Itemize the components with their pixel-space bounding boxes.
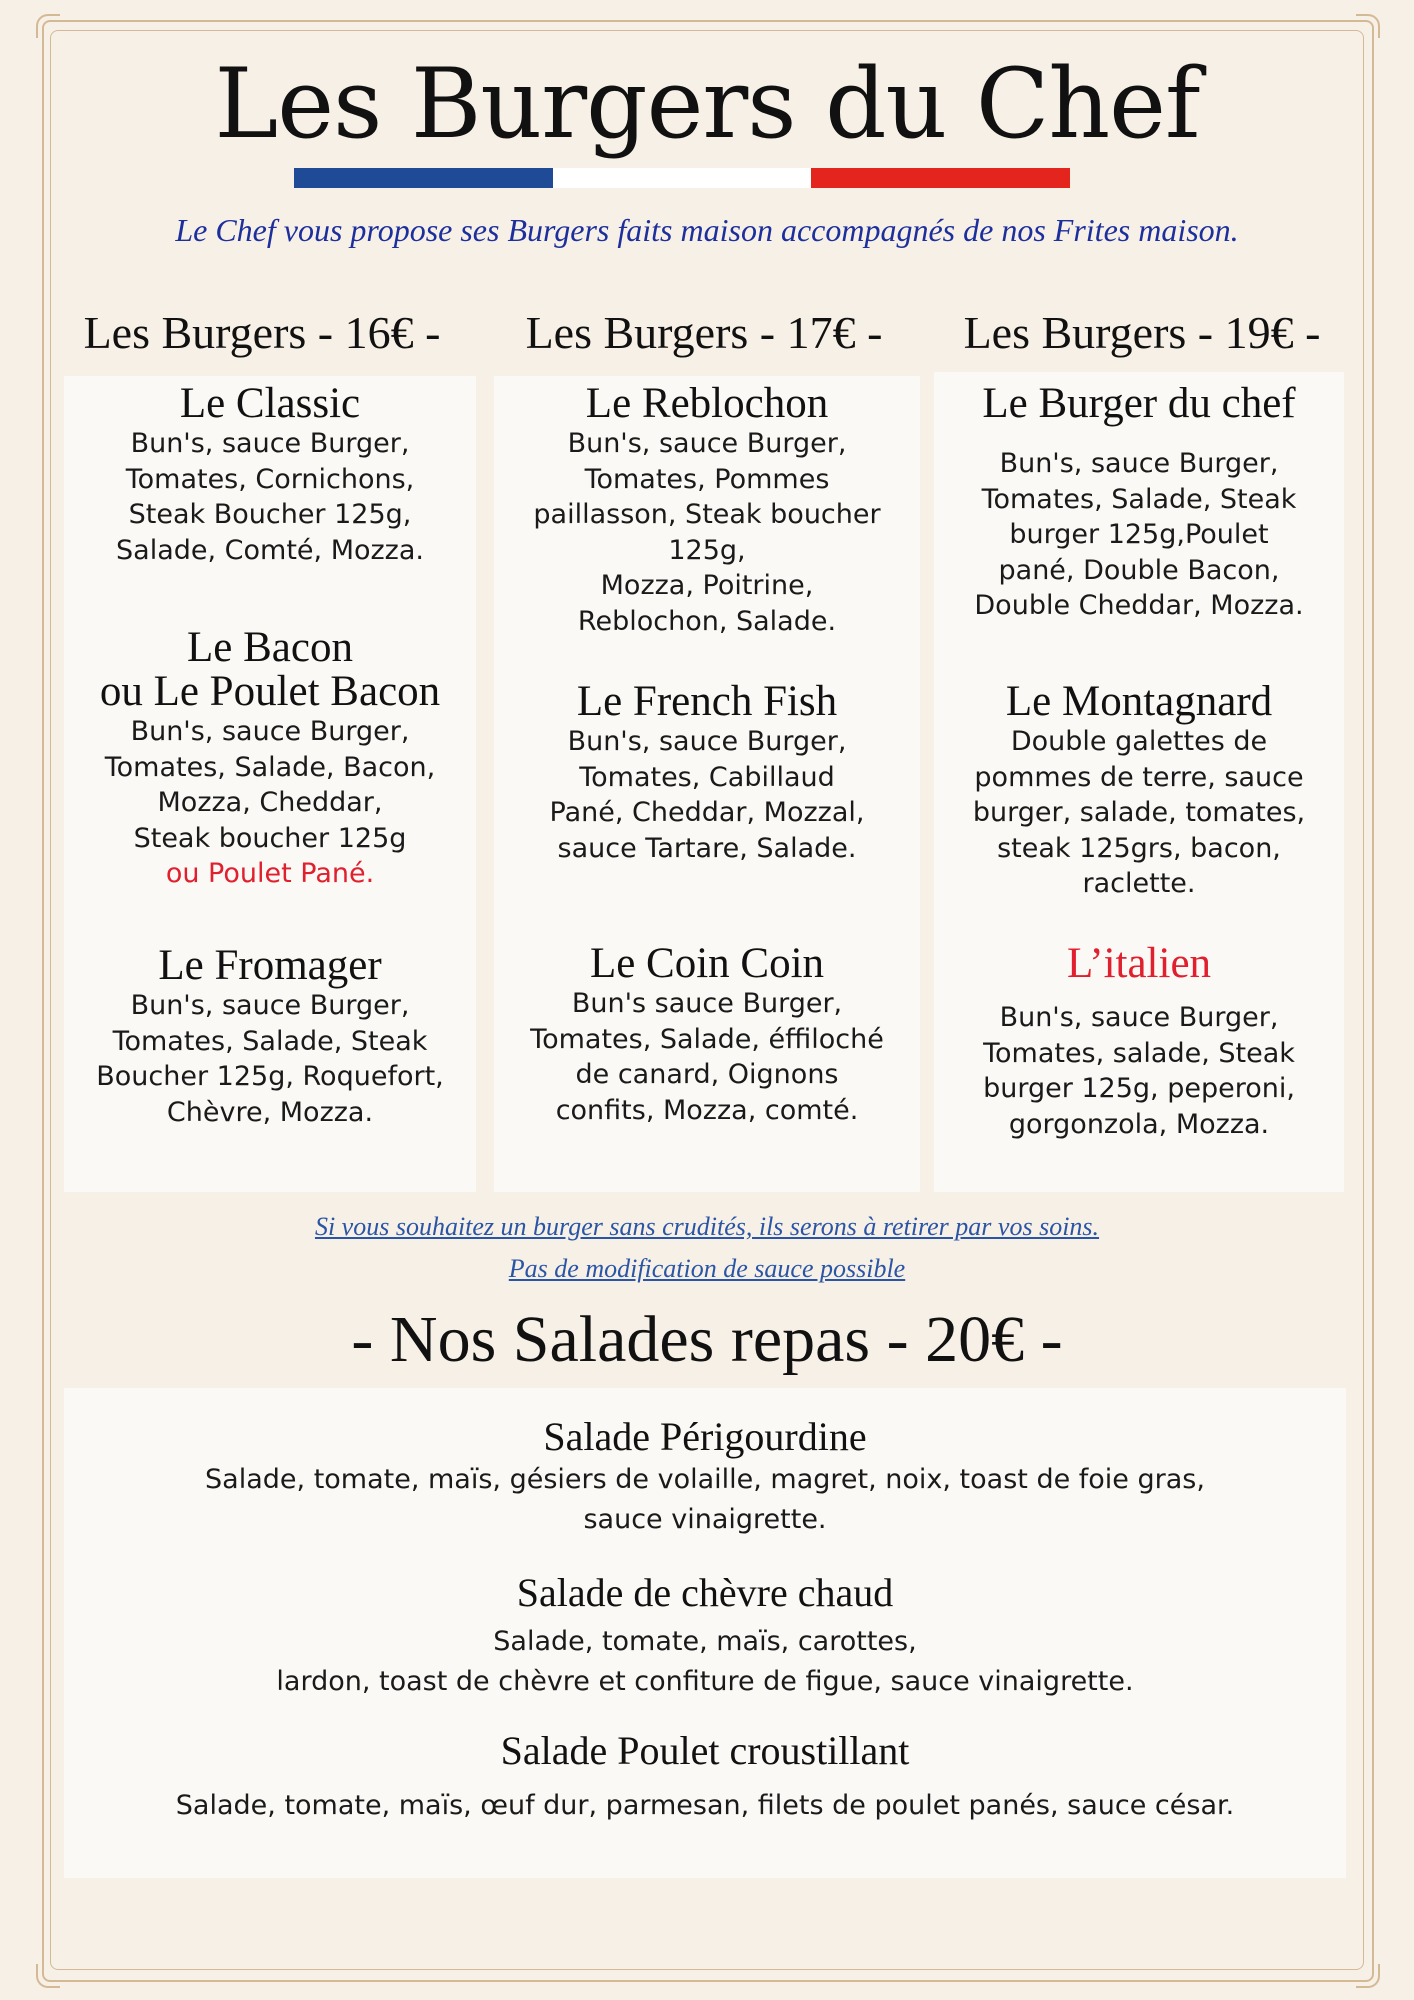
column-heading-17: Les Burgers - 17€ -: [525, 307, 883, 358]
option-poulet-pane: ou Poulet Pané.: [165, 858, 375, 889]
item-description: Bun's, sauce Burger, Tomates, Cornichons, Steak Boucher 125g, Salade, Comté, Mozza.: [116, 428, 424, 566]
flag-red-band: [811, 168, 1070, 188]
menu-item-le-classic: [64, 382, 476, 568]
item-name: Le Montagnard: [1005, 678, 1273, 725]
item-description: Bun's, sauce Burger, Tomates, Salade, Bacon, Mozza, Cheddar, Steak boucher 125g ou Poulet Pané.: [104, 716, 436, 889]
menu-item-le-burger-du-chef: [934, 382, 1344, 624]
salad-description: Salade, tomate, maïs, gésiers de volaille, magret, noix, toast de foie gras, sauce vinaigrette.: [205, 1464, 1205, 1535]
salad-chevre-chaud: [64, 1570, 1346, 1702]
frame-corner-ornament: [1356, 1964, 1380, 1988]
item-name: Le Coin Coin: [589, 940, 825, 987]
item-name: Le Bacon ou Le Poulet Bacon: [99, 624, 441, 715]
salad-perigourdine: [64, 1414, 1346, 1540]
salad-name: Salade Périgourdine: [543, 1414, 867, 1459]
burger-panel-16: [64, 376, 476, 1192]
item-name: L’italien: [1066, 940, 1212, 987]
column-heading-16: Les Burgers - 16€ -: [83, 307, 441, 358]
burger-panel-19: [934, 372, 1344, 1192]
item-name: Le Classic: [179, 380, 361, 427]
item-description: Bun's, sauce Burger, Tomates, Cabillaud Pané, Cheddar, Mozzal, sauce Tartare, Salade.: [549, 726, 865, 864]
menu-item-le-bacon: [64, 626, 476, 892]
menu-item-le-fromager: [64, 944, 476, 1130]
menu-item-le-coin-coin: [494, 942, 920, 1128]
salad-description: Salade, tomate, maïs, carottes, lardon, toast de chèvre et confiture de figue, sauce vinaigrette.: [276, 1626, 1134, 1697]
column-heading-19: Les Burgers - 19€ -: [963, 307, 1321, 358]
menu-item-le-reblochon: [494, 382, 920, 639]
menu-item-le-montagnard: [934, 680, 1344, 902]
burger-panel-17: [494, 376, 920, 1192]
salad-description: Salade, tomate, maïs, œuf dur, parmesan, filets de poulet panés, sauce césar.: [175, 1790, 1235, 1821]
item-description: Bun's, sauce Burger, Tomates, Salade, Steak burger 125g,Poulet pané, Double Bacon, Double Cheddar, Mozza.: [974, 448, 1304, 621]
item-description: Bun's, sauce Burger, Tomates, Salade, Steak Boucher 125g, Roquefort, Chèvre, Mozza.: [96, 990, 444, 1128]
item-description: Bun's sauce Burger, Tomates, Salade, éffiloché de canard, Oignons confits, Mozza, comté.: [530, 988, 884, 1126]
frame-corner-ornament: [36, 1964, 60, 1988]
salad-name: Salade de chèvre chaud: [516, 1570, 894, 1615]
flag-white-band: [553, 168, 812, 188]
note-sauce: Pas de modification de sauce possible: [508, 1254, 906, 1283]
frame-corner-ornament: [1356, 14, 1380, 38]
salads-heading: - Nos Salades repas - 20€ -: [351, 1303, 1063, 1376]
item-description: Bun's, sauce Burger, Tomates, Pommes paillasson, Steak boucher 125g, Mozza, Poitrine, Reblochon, Salade.: [533, 428, 881, 637]
salads-panel: [64, 1388, 1346, 1878]
intro-text: Le Chef vous propose ses Burgers faits maison accompagnés de nos Frites maison.: [175, 212, 1239, 248]
item-name: Le French Fish: [576, 678, 838, 725]
salad-name: Salade Poulet croustillant: [500, 1728, 910, 1773]
salad-poulet-croustillant: [64, 1728, 1346, 1826]
menu-item-le-french-fish: [494, 680, 920, 866]
item-name: Le Reblochon: [585, 380, 829, 427]
french-flag-stripe: [294, 168, 1070, 188]
page-title: Les Burgers du Chef: [214, 48, 1200, 160]
note-crudites: Si vous souhaitez un burger sans crudités, ils serons à retirer par vos soins.: [314, 1212, 1100, 1241]
flag-blue-band: [294, 168, 553, 188]
item-description: Double galettes de pommes de terre, sauce burger, salade, tomates, steak 125grs, bacon, raclette.: [972, 726, 1306, 899]
item-name: Le Burger du chef: [982, 380, 1296, 427]
menu-item-litalien: [934, 942, 1344, 1142]
item-description: Bun's, sauce Burger, Tomates, salade, Steak burger 125g, peperoni, gorgonzola, Mozza.: [983, 1002, 1295, 1140]
item-name: Le Fromager: [158, 942, 382, 989]
frame-corner-ornament: [36, 14, 60, 38]
